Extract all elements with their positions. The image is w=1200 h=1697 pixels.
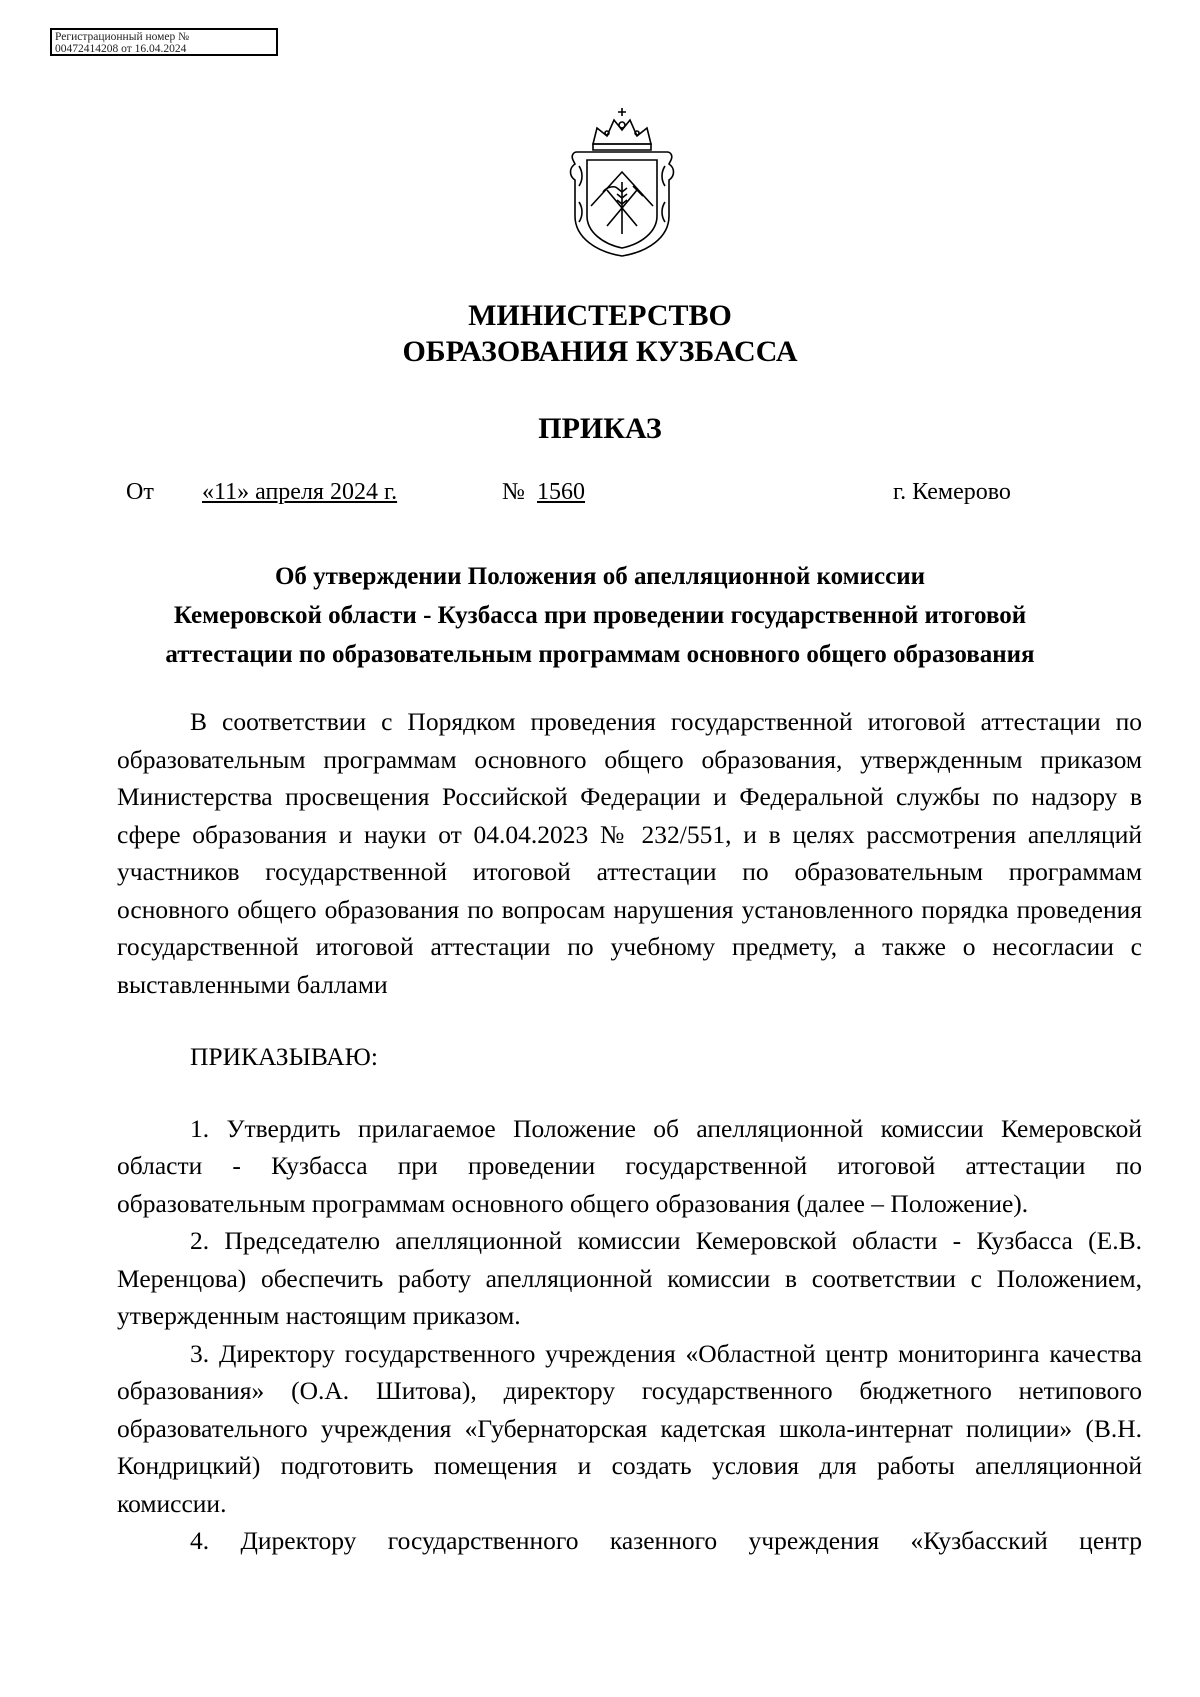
registration-stamp-line2: 00472414208 от 16.04.2024 [55,43,187,55]
order-subject-line2: Кемеровской области - Кузбасса при проведении государственной итоговой [173,602,1027,629]
registration-stamp-line1: Регистрационный номер № [55,31,190,43]
order-date: «11» апреля 2024 г. [202,479,398,505]
registration-stamp [50,28,278,56]
preamble-paragraph: В соответствии с Порядком проведения государственной итоговой аттестации по образовательным программам основного общего образования, утвержденным приказом Министерства просвещения Российской Федерации и Федеральной службы по надзору в сфере образования и науки от 04.04.2023 № 232/551, и в целях рассмотрения апелляций участников государственной итоговой аттестации по образовательным программам основного общего образования по вопросам нарушения установленного порядка проведения государственной итоговой аттестации по учебному предмету, а также о несогласии с выставленными баллами [117,707,1142,999]
order-item: 4. Директору государственного казенного учреждения «Кузбасский центр [190,1526,1142,1555]
order-subject-line1: Об утверждении Положения об апелляционной комиссии [274,563,926,590]
order-subject-line3: аттестации по образовательным программам основного общего образования [165,641,1035,668]
date-from-label: От [126,479,154,505]
order-city: г. Кемерово [893,479,1011,505]
order-body [117,703,1142,1560]
order-item: 1. Утвердить прилагаемое Положение об апелляционной комиссии Кемеровской области - Кузбасса при проведении государственной итоговой аттестации по образовательным программам основного общего образования (далее – Положение). [117,1113,1142,1218]
ministry-name [0,298,1200,370]
order-item: 3. Директору государственного учреждения «Областной центр мониторинга качества образования» (О.А. Шитова), директору государственного бюджетного нетипового образовательного учреждения «Губернаторская кадетская школа-интернат полиции» (В.Н. Кондрицкий) подготовить помещения и создать условия для работы апелляционной комиссии. [117,1338,1142,1518]
ministry-name-line1: МИНИСТЕРСТВО [468,299,732,332]
order-word: ПРИКАЗЫВАЮ: [190,1042,378,1071]
document-type: ПРИКАЗ [538,412,662,445]
order-number-label: № [502,479,525,505]
order-subject [100,557,1100,674]
order-number: 1560 [537,479,585,505]
ministry-name-line2: ОБРАЗОВАНИЯ КУЗБАССА [402,335,798,368]
kuzbass-coat-of-arms-icon [563,106,681,258]
order-item: 2. Председателю апелляционной комиссии Кемеровской области - Кузбасса (Е.В. Меренцова) обеспечить работу апелляционной комиссии в соответствии с Положением, утвержденным настоящим приказом. [117,1226,1142,1330]
